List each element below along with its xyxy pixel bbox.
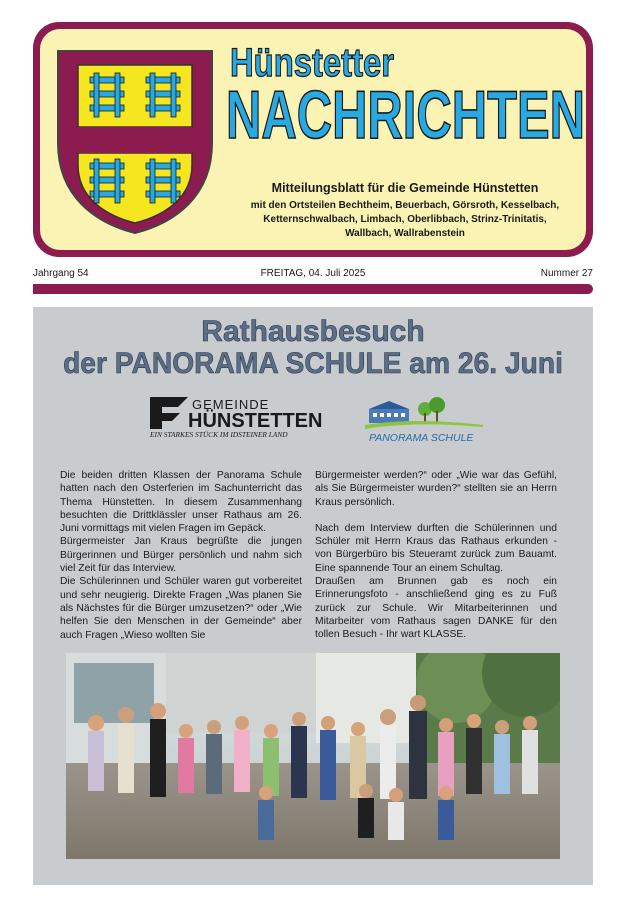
article-paragraph: Die Schülerinnen und Schüler waren gut vorbereitet und sehr neugierig. Direkte Fragen „Was planen Sie als Nächstes für die Bürger umzusetzen?“ oder „Wie helfen Sie den Menschen in der Gemeinde“ aber auch Fragen „Wieso wollten Sie <box>60 576 302 641</box>
coat-of-arms-icon <box>54 47 216 235</box>
masthead <box>33 22 593 257</box>
article-headline-line1: Rathausbesuch <box>201 315 425 348</box>
issue-number: Nummer 27 <box>540 268 593 279</box>
article-box <box>33 307 593 885</box>
districts-line-2: Ketternschwalbach, Limbach, Oberlibbach, Strinz-Trinitatis, <box>263 214 547 225</box>
masthead-subtitle: Mitteilungsblatt für die Gemeinde Hünstetten <box>271 181 539 195</box>
logo-gemeinde-slogan: EIN STARKES STÜCK IM IDSTEINER LAND <box>150 430 288 439</box>
masthead-title-top: Hünstetter <box>230 41 395 85</box>
article-headline-line2: der PANORAMA SCHULE am 26. Juni <box>63 347 563 380</box>
article-paragraph: Bürgermeister werden?“ oder „Wie war das Gefühl, als Sie Bürgermeister wurden?“ stellten sie an Herrn Kraus persönlich. <box>315 470 557 508</box>
districts-line-1: mit den Ortsteilen Bechtheim, Beuerbach, Görsroth, Kesselbach, <box>250 200 560 211</box>
issue-info-line <box>33 268 593 282</box>
gemeinde-huenstetten-logo <box>148 395 358 439</box>
article-column-right <box>315 469 557 642</box>
logo-school-name: PANORAMA SCHULE <box>369 432 474 443</box>
panorama-schule-logo <box>363 395 493 443</box>
article-column-left <box>60 469 302 642</box>
group-photo <box>66 653 560 859</box>
article-paragraph: Draußen am Brunnen gab es noch ein Erinnerungsfoto - anschließend ging es zu Fuß zurück zur Schule. Wir Mitarbeiterinnen und Mitarbeiter vom Rathaus sagen DANKE für den tollen Besuch - Ihr wart KLASSE. <box>315 576 557 641</box>
article-paragraph: Die beiden dritten Klassen der Panorama Schule hatten nach den Osterferien im Sachunterricht das Thema Hünstetten. In diesem Zusammenhang besuchten die Drittklässler unser Rathaus am 26. Juni vormittags mit vielen Fragen im Gepäck. <box>60 470 302 535</box>
logo-gemeinde-name: HÜNSTETTEN <box>188 410 323 432</box>
issue-date: FREITAG, 04. Juli 2025 <box>260 268 366 279</box>
volume-label: Jahrgang 54 <box>33 268 89 279</box>
divider-bar <box>33 284 593 294</box>
masthead-districts <box>230 199 580 241</box>
masthead-panel <box>40 29 586 250</box>
article-paragraph: Nach dem Interview durften die Schülerinnen und Schüler mit Herrn Kraus das Rathaus erkunden - von Bürgerbüro bis Steueramt zurück zum Bauamt. Eine spannende Tour an einem Schultag. <box>315 522 557 574</box>
article-paragraph: Bürgermeister Jan Kraus begrüßte die jungen Bürgerinnen und Bürger persönlich und nahm sich viel Zeit für das Interview. <box>60 536 302 575</box>
logo-gemeinde-top: GEMEINDE <box>192 397 270 412</box>
districts-line-3: Wallbach, Wallrabenstein <box>345 228 465 239</box>
masthead-title-main: NACHRICHTEN <box>226 77 586 153</box>
